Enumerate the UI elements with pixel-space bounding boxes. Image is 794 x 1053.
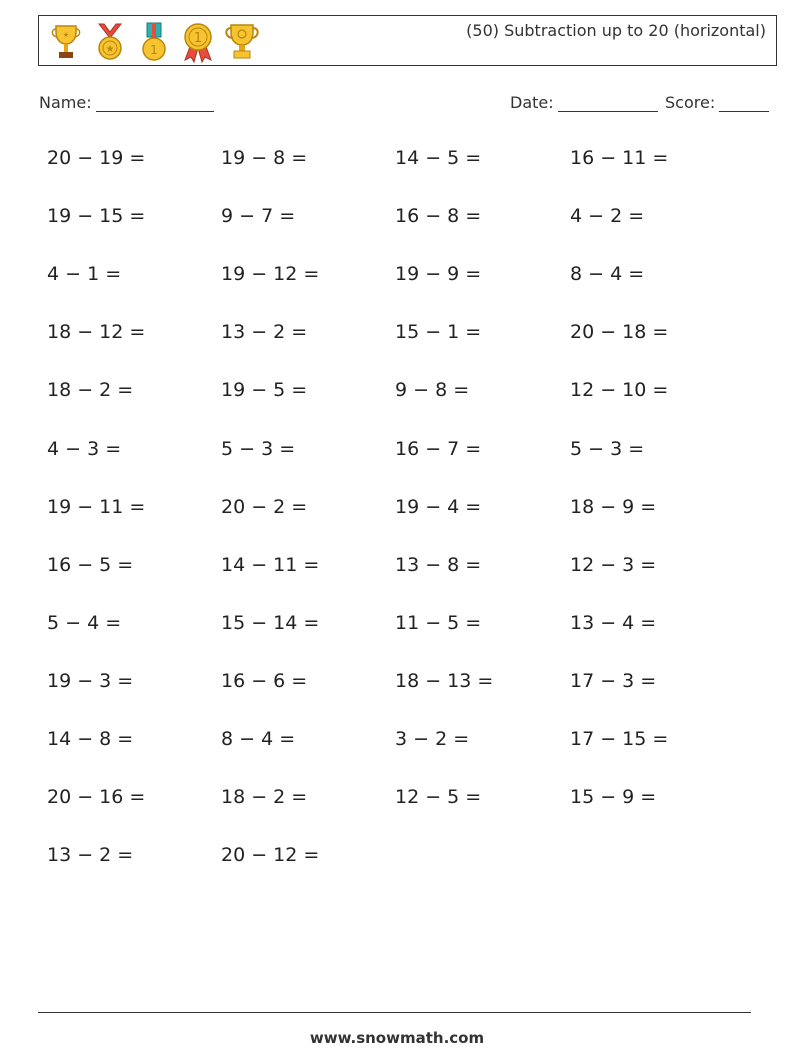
problem-item: 15 − 9 = bbox=[570, 786, 657, 809]
trophy-cup-icon bbox=[47, 20, 85, 64]
problem-item: 3 − 2 = bbox=[395, 728, 470, 750]
problem-item: 18 − 2 = bbox=[47, 379, 134, 402]
problem-item: 12 − 3 = bbox=[570, 553, 657, 576]
svg-text:1: 1 bbox=[150, 43, 158, 57]
problem-item: 18 − 12 = bbox=[47, 321, 146, 344]
problem-item: 5 − 3 = bbox=[221, 437, 296, 460]
problem-item: 16 − 11 = bbox=[570, 147, 669, 169]
problem-item: 12 − 10 = bbox=[570, 379, 669, 402]
problem-item: 16 − 7 = bbox=[395, 437, 482, 460]
problem-item: 14 − 5 = bbox=[395, 147, 482, 169]
problem-item: 19 − 11 = bbox=[47, 495, 146, 518]
problem-item: 17 − 15 = bbox=[570, 728, 669, 750]
problem-item: 16 − 6 = bbox=[221, 669, 308, 692]
footer-divider bbox=[38, 1012, 751, 1013]
problem-item: 13 − 2 = bbox=[221, 321, 308, 344]
ribbon-medal-icon bbox=[135, 20, 173, 64]
svg-text:1: 1 bbox=[193, 31, 203, 46]
problem-item: 9 − 7 = bbox=[221, 205, 296, 228]
problem-item: 4 − 3 = bbox=[47, 437, 122, 460]
problem-item: 20 − 19 = bbox=[47, 147, 146, 169]
problem-item: 4 − 1 = bbox=[47, 263, 122, 286]
problem-item: 19 − 12 = bbox=[221, 263, 320, 286]
problem-item: 20 − 16 = bbox=[47, 786, 146, 809]
problem-item: 8 − 4 = bbox=[570, 263, 645, 286]
problem-item: 16 − 5 = bbox=[47, 553, 134, 576]
date-field bbox=[510, 93, 658, 112]
star-medal-icon bbox=[91, 20, 129, 64]
problem-item: 13 − 4 = bbox=[570, 611, 657, 634]
name-blank-line[interactable] bbox=[96, 95, 214, 112]
problem-item: 14 − 11 = bbox=[221, 553, 320, 576]
problem-item: 18 − 9 = bbox=[570, 495, 657, 518]
name-field bbox=[39, 93, 214, 112]
problem-item: 13 − 8 = bbox=[395, 553, 482, 576]
problem-item: 19 − 9 = bbox=[395, 263, 482, 286]
problem-item: 15 − 1 = bbox=[395, 321, 482, 344]
problem-item: 19 − 15 = bbox=[47, 205, 146, 228]
problem-item: 18 − 2 = bbox=[221, 786, 308, 809]
problem-item: 4 − 2 = bbox=[570, 205, 645, 228]
problem-item: 19 − 5 = bbox=[221, 379, 308, 402]
date-label: Date: bbox=[510, 93, 554, 112]
problem-item: 19 − 4 = bbox=[395, 495, 482, 518]
problem-item: 20 − 12 = bbox=[221, 844, 320, 867]
date-blank-line[interactable] bbox=[558, 95, 658, 112]
problem-item: 15 − 14 = bbox=[221, 611, 320, 634]
problem-item: 14 − 8 = bbox=[47, 728, 134, 750]
problem-item: 19 − 8 = bbox=[221, 147, 308, 169]
problem-item: 5 − 4 = bbox=[47, 611, 122, 634]
problem-item: 18 − 13 = bbox=[395, 669, 494, 692]
score-blank-line[interactable] bbox=[719, 95, 769, 112]
problem-item: 16 − 8 = bbox=[395, 205, 482, 228]
problem-item: 8 − 4 = bbox=[221, 728, 296, 750]
problem-item: 9 − 8 = bbox=[395, 379, 470, 402]
score-label: Score: bbox=[665, 93, 716, 112]
problem-item: 11 − 5 = bbox=[395, 611, 482, 634]
problem-item: 17 − 3 = bbox=[570, 669, 657, 692]
trophy-icon bbox=[223, 20, 261, 64]
score-field bbox=[665, 93, 769, 112]
award-icons bbox=[47, 20, 261, 64]
problem-item: 13 − 2 = bbox=[47, 844, 134, 867]
name-label: Name: bbox=[39, 93, 92, 112]
problem-item: 19 − 3 = bbox=[47, 669, 134, 692]
problem-item: 12 − 5 = bbox=[395, 786, 482, 809]
problem-item: 20 − 18 = bbox=[570, 321, 669, 344]
rosette-award-icon bbox=[179, 20, 217, 64]
problem-item: 20 − 2 = bbox=[221, 495, 308, 518]
svg-text:★: ★ bbox=[62, 31, 70, 39]
svg-text:★: ★ bbox=[105, 44, 115, 55]
worksheet-header bbox=[38, 15, 777, 66]
problem-item: 5 − 3 = bbox=[570, 437, 645, 460]
worksheet-title: (50) Subtraction up to 20 (horizontal) bbox=[466, 21, 766, 40]
footer-site: www.snowmath.com bbox=[309, 1029, 485, 1047]
